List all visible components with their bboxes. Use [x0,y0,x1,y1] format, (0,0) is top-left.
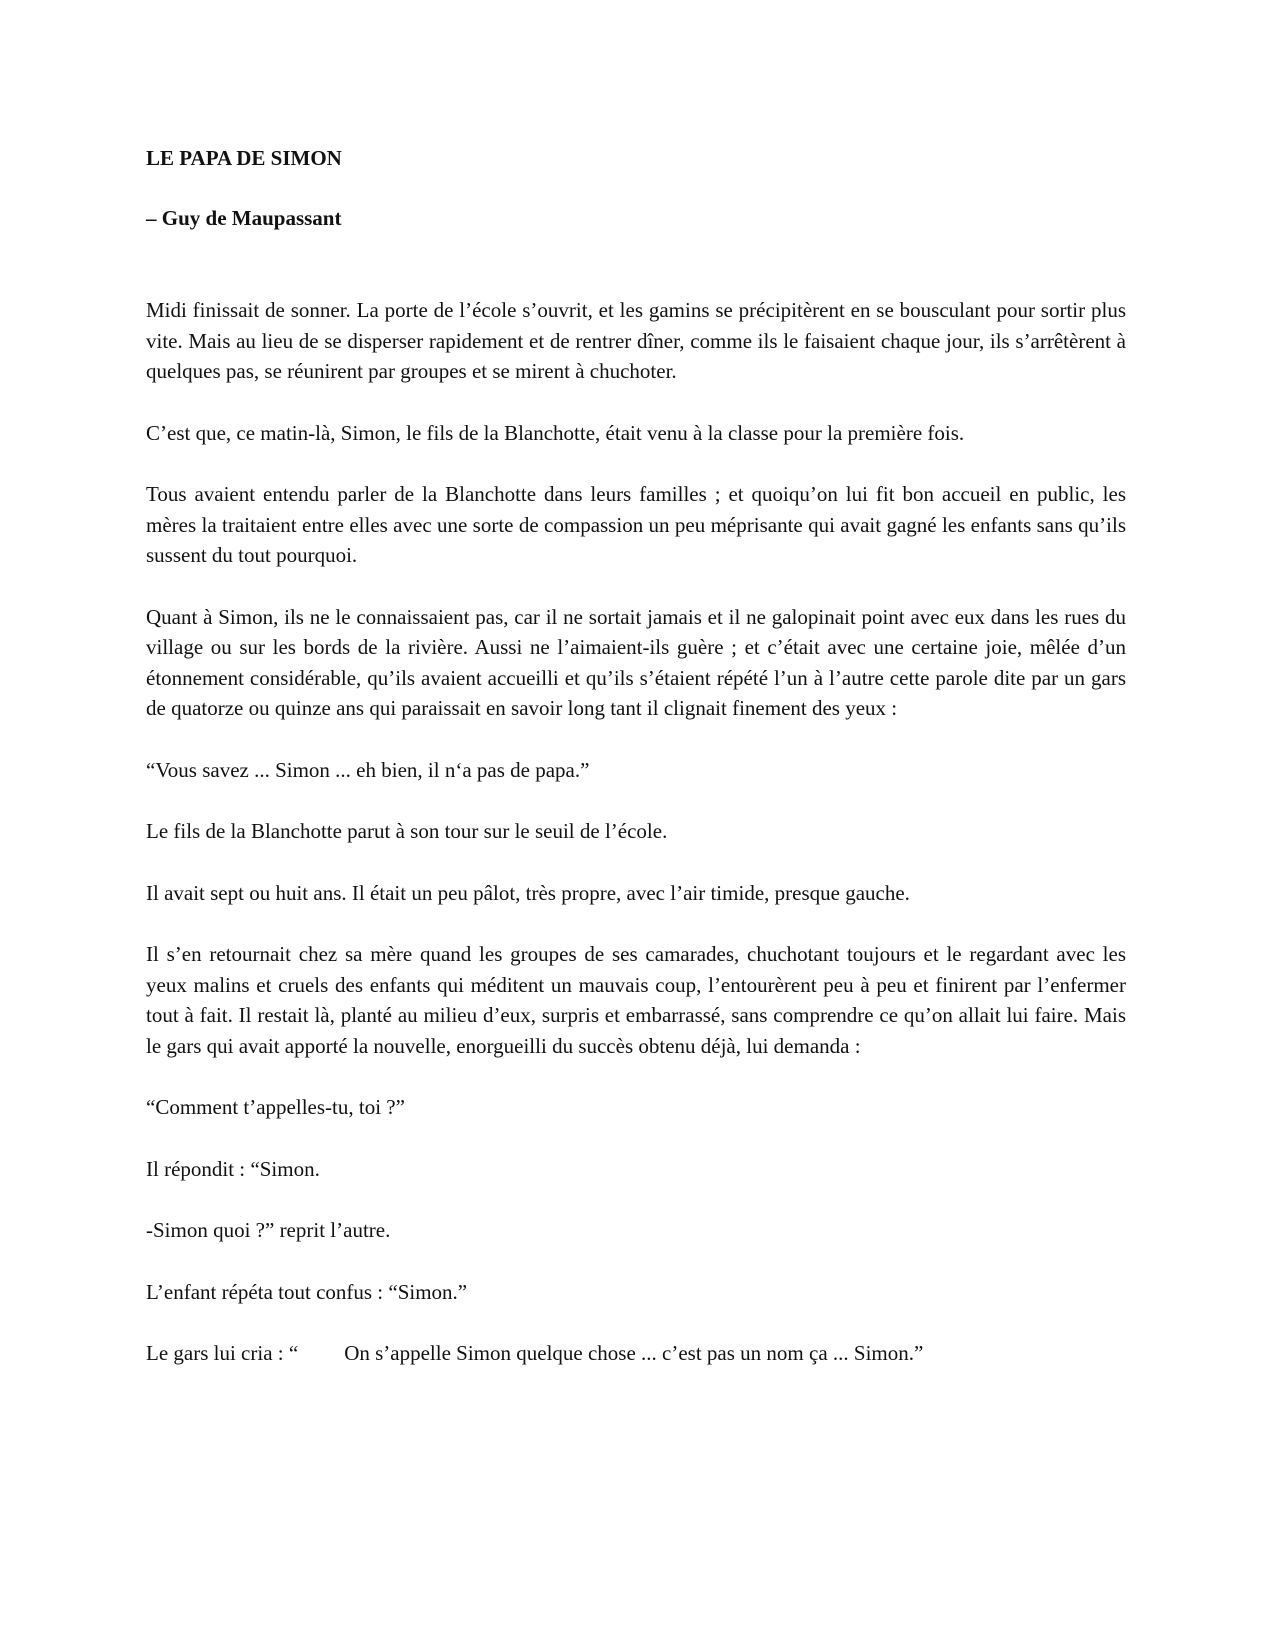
paragraph: C’est que, ce matin-là, Simon, le fils de la Blanchotte, était venu à la classe pour la première fois. [146,420,965,445]
paragraph: Quant à Simon, ils ne le connaissaient pas, car il ne sortait jamais et il ne galopinait point avec eux dans les rues du village ou sur les bords de la rivière. Aussi ne l’aimaient-ils guère ; et c’était avec une certaine joie, mêlée d’un étonnement considérable, qu’ils avaient accueilli et qu’ils s’étaient répété l’un à l’autre cette parole dite par un gars de quatorze ou quinze ans qui paraissait en savoir long tant il clignait finement des yeux : [146,604,1126,720]
document-title: LE PAPA DE SIMON [146,146,342,170]
paragraph: Midi finissait de sonner. La porte de l’école s’ouvrit, et les gamins se précipitèrent en se bousculant pour sortir plus vite. Mais au lieu de se disperser rapidement et de rentrer dîner, comme ils le faisaient chaque jour, ils s’arrêtèrent à quelques pas, se réunirent par groupes et se mirent à chuchoter. [146,298,1126,383]
document-author: – Guy de Maupassant [146,206,342,230]
dialogue-line: -Simon quoi ?” reprit l’autre. [146,1218,391,1242]
story-text [146,295,1126,1369]
dialogue-line: Il répondit : “Simon. [146,1156,320,1181]
paragraph: Tous avaient entendu parler de la Blanchotte dans leurs familles ; et quoiqu’on lui fit bon accueil en public, les mères la traitaient entre elles avec une sorte de compassion un peu méprisante qui avait gagné les enfants sans qu’ils sussent du tout pourquoi. [146,482,1126,567]
paragraph: Il s’en retournait chez sa mère quand les groupes de ses camarades, chuchotant toujours et le regardant avec les yeux malins et cruels des enfants qui méditent un mauvais coup, l’entourèrent peu à peu et finirent par l’enfermer tout à fait. Il restait là, planté au milieu d’eux, surpris et embarrassé, sans comprendre ce qu’on allait lui faire. Mais le gars qui avait apporté la nouvelle, enorgueilli du succès obtenu déjà, lui demanda : [146,942,1126,1058]
document-body [146,143,1126,1400]
dialogue-line: “Comment t’appelles-tu, toi ?” [146,1095,405,1119]
paragraph: Il avait sept ou huit ans. Il était un peu pâlot, très propre, avec l’air timide, presque gauche. [146,880,910,905]
dialogue-line: “Vous savez ... Simon ... eh bien, il n‘a pas de papa.” [146,757,590,782]
dialogue-line: L’enfant répéta tout confus : “Simon.” [146,1279,468,1304]
dialogue-lead: Le gars lui cria : “ [146,1341,299,1365]
dialogue-line [146,1338,1126,1369]
dialogue-rest: On s’appelle Simon quelque chose ... c’est pas un nom ça ... Simon.” [344,1341,924,1365]
paragraph: Le fils de la Blanchotte parut à son tour sur le seuil de l’école. [146,819,668,843]
